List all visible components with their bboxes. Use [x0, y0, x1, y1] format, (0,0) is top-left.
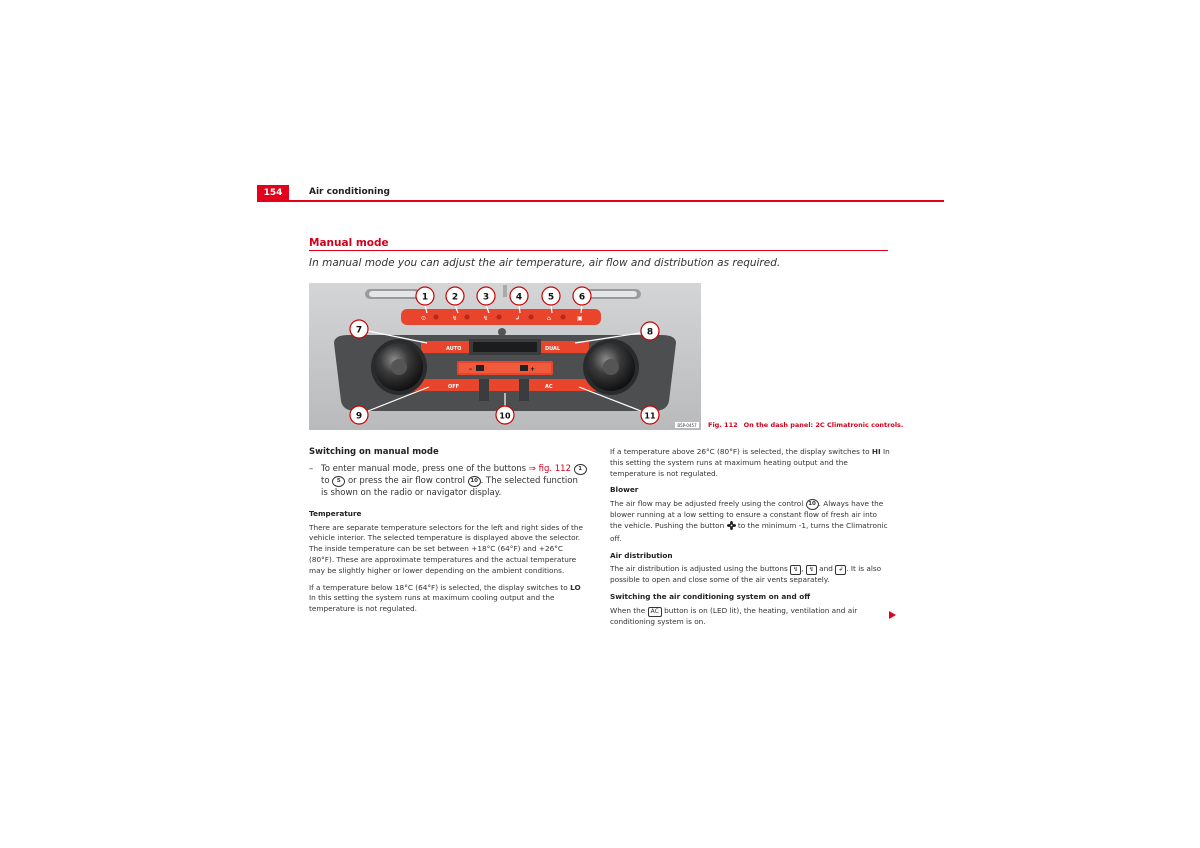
bullet-text-part: or press the air flow control	[345, 475, 468, 486]
figure-caption-number: Fig. 112	[708, 421, 738, 429]
callout-4: 4	[515, 292, 523, 303]
off-label: OFF	[448, 384, 460, 390]
callout-1: 1	[421, 292, 429, 303]
section-intro: In manual mode you can adjust the air temperature, air flow and distribution as required.	[309, 257, 781, 269]
ac-text-part: button is on (LED lit), the heating, ventilation and air conditioning system is on.	[610, 605, 858, 626]
climatronic-panel-illustration	[309, 283, 701, 430]
svg-text:↯: ↯	[452, 315, 458, 322]
page-number: 154	[257, 185, 289, 201]
windscreen-vent-icon: ↯	[790, 565, 801, 575]
hi-text-part: If a temperature above 26°C (80°F) is selected, the display switches to	[610, 447, 872, 456]
dist-text-part: and	[816, 564, 836, 574]
right-column	[610, 447, 890, 634]
lo-text-part: If a temperature below 18°C (64°F) is selected, the display switches to	[309, 582, 571, 592]
air-distribution-text	[610, 564, 890, 586]
ac-key: AC	[648, 607, 662, 617]
ac-text-part: When the	[610, 605, 648, 615]
callout-7: 7	[355, 325, 363, 336]
fan-plus-label: +	[530, 366, 536, 373]
svg-text:▣: ▣	[577, 315, 583, 322]
figure-caption	[708, 421, 903, 429]
left-column	[309, 447, 587, 621]
svg-text:⌂: ⌂	[547, 315, 551, 322]
callout-ref-1: 1	[574, 464, 587, 475]
dist-text-part: ,	[801, 564, 806, 574]
callout-8: 8	[646, 327, 654, 338]
figure-caption-text: On the dash panel: 2C Climatronic controls.	[743, 421, 904, 429]
upper-body-vent-icon: ↯	[806, 565, 817, 575]
svg-text:↯: ↯	[483, 315, 489, 322]
bullet-dash: –	[309, 463, 314, 474]
blower-text-part: to the minimum -1, turns the Climatronic off.	[610, 520, 888, 543]
bullet-text-part: To enter manual mode, press one of the buttons	[321, 463, 529, 474]
lo-label: LO	[570, 582, 581, 592]
temperature-text: There are separate temperature selectors for the left and right sides of the vehicle interior. The selected temperature is displayed above the selector. The inside temperature can be set between +18°C (64°F) and +26°C (80°F). These are approximate temperatures and the actual temperature may be slightly higher or lower depending on the ambient conditions.	[309, 522, 584, 575]
chapter-title: Air conditioning	[309, 187, 390, 197]
blower-text-part: . Always have the blower running at a low setting to ensure a constant flow of fresh air into the vehicle. Pushing the button	[610, 499, 884, 530]
section-title: Manual mode	[309, 237, 389, 249]
svg-text:⊙: ⊙	[421, 315, 427, 322]
blower-text-part: The air flow may be adjusted freely using the control	[610, 499, 806, 509]
auto-label: AUTO	[446, 346, 462, 352]
section-rule	[309, 250, 888, 251]
dist-text-part: The air distribution is adjusted using the buttons	[610, 564, 791, 574]
bullet-text-part: to	[321, 475, 333, 486]
hi-text	[610, 447, 890, 479]
callout-ref-5: 5	[332, 476, 345, 487]
lo-text	[309, 583, 587, 615]
figure-code: B5P-0457	[677, 423, 697, 428]
fan-icon	[727, 521, 736, 534]
air-distribution-heading: Air distribution	[610, 550, 673, 560]
blower-text	[610, 499, 890, 544]
manual-mode-bullet	[309, 463, 587, 499]
ac-heading: Switching the air conditioning system on and off	[610, 592, 811, 602]
dual-label: DUAL	[545, 346, 561, 352]
ac-label: AC	[545, 384, 553, 390]
svg-text:↲: ↲	[515, 315, 521, 322]
footwell-vent-icon: ↲	[835, 565, 846, 575]
callout-ref-10: 10	[468, 476, 481, 487]
dist-text-part: . It is also possible to open and close some of the air vents separately.	[610, 564, 882, 585]
climatronic-figure	[309, 283, 701, 430]
callout-ref-10: 10	[806, 499, 819, 510]
manual-mode-heading: Switching on manual mode	[309, 447, 439, 457]
blower-heading: Blower	[610, 485, 639, 495]
callout-2: 2	[451, 292, 459, 303]
lo-text-part: In this setting the system runs at maximum cooling output and the temperature is not regulated.	[309, 593, 555, 614]
callout-10: 10	[499, 411, 511, 421]
header-rule	[257, 200, 944, 202]
hi-label: HI	[871, 447, 881, 456]
callout-3: 3	[482, 292, 490, 303]
callout-11: 11	[644, 411, 656, 421]
hi-text-part: In this setting the system runs at maximum heating output and the temperature is not regulated.	[610, 447, 890, 478]
callout-9: 9	[355, 411, 363, 422]
bullet-text-part: . The selected function is shown on the radio or navigator display.	[321, 475, 578, 498]
callout-6: 6	[578, 292, 586, 303]
fan-minus-label: –	[469, 366, 472, 373]
figure-reference-link[interactable]: ⇒ fig. 112	[528, 463, 571, 474]
temperature-heading: Temperature	[309, 508, 362, 518]
callout-5: 5	[547, 292, 555, 303]
next-page-arrow-icon[interactable]	[889, 611, 896, 619]
bullet-text	[321, 463, 587, 499]
ac-text	[610, 606, 890, 628]
